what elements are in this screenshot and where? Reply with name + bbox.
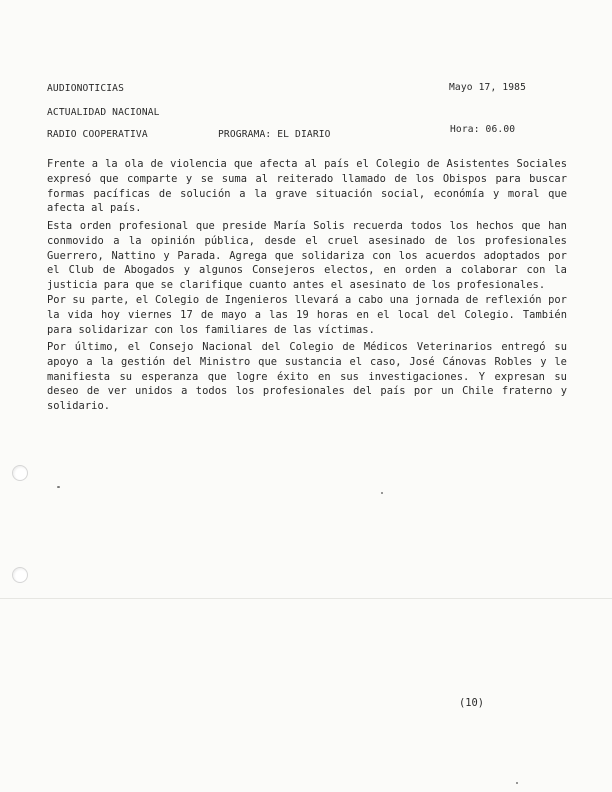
ink-speck — [516, 782, 518, 784]
ink-speck — [381, 492, 383, 494]
fold-line — [0, 598, 612, 599]
time-label: Hora: 06.00 — [450, 124, 516, 135]
paragraph-3: Por su parte, el Colegio de Ingenieros llevará a cabo una jornada de reflexión por la vida hoy viernes 17 de mayo a las 19 horas en el local del Colegio. También para solidarizar con los familiares de las víctimas. — [47, 294, 567, 336]
paragraph-2: Esta orden profesional que preside María Solis recuerda todos los hechos que han conmovido a la opinión pública, desde el cruel asesinado de los profesionales Guerrero, Nattino y Parada. Agrega que solidariza con los acuerdos adoptados por el Club de Abogados y algunos Consejeros electos, en orden a colaborar con la justicia para que se clarifique cuanto antes el asesinato de los profesionales. — [47, 220, 567, 292]
paragraph-4: Por último, el Consejo Nacional del Colegio de Médicos Veterinarios entregó su apoyo a la gestión del Ministro que sustancia el caso, José Cánovas Robles y le manifiesta su esperanza que logre éxito en sus investigaciones. Y expresan su deseo de ver unidos a todos los profesionales del país por un Chile fraterno y solidario. — [47, 341, 567, 413]
ink-speck — [57, 486, 60, 488]
date-label: Mayo 17, 1985 — [449, 82, 527, 93]
station-label: RADIO COOPERATIVA — [47, 129, 148, 140]
punch-hole-bottom — [12, 567, 28, 583]
page-number: (10) — [459, 697, 485, 709]
source-label: AUDIONOTICIAS — [47, 83, 125, 94]
section-label: ACTUALIDAD NACIONAL — [47, 107, 160, 118]
punch-hole-top — [12, 465, 28, 481]
program-label: PROGRAMA: EL DIARIO — [218, 129, 331, 140]
paragraph-1: Frente a la ola de violencia que afecta al país el Colegio de Asistentes Sociales expresó que comparte y se suma al reiterado llamado de los Obispos para buscar formas pacíficas de solución a la grave situación social, económía y moral que afecta al país. — [47, 158, 567, 215]
